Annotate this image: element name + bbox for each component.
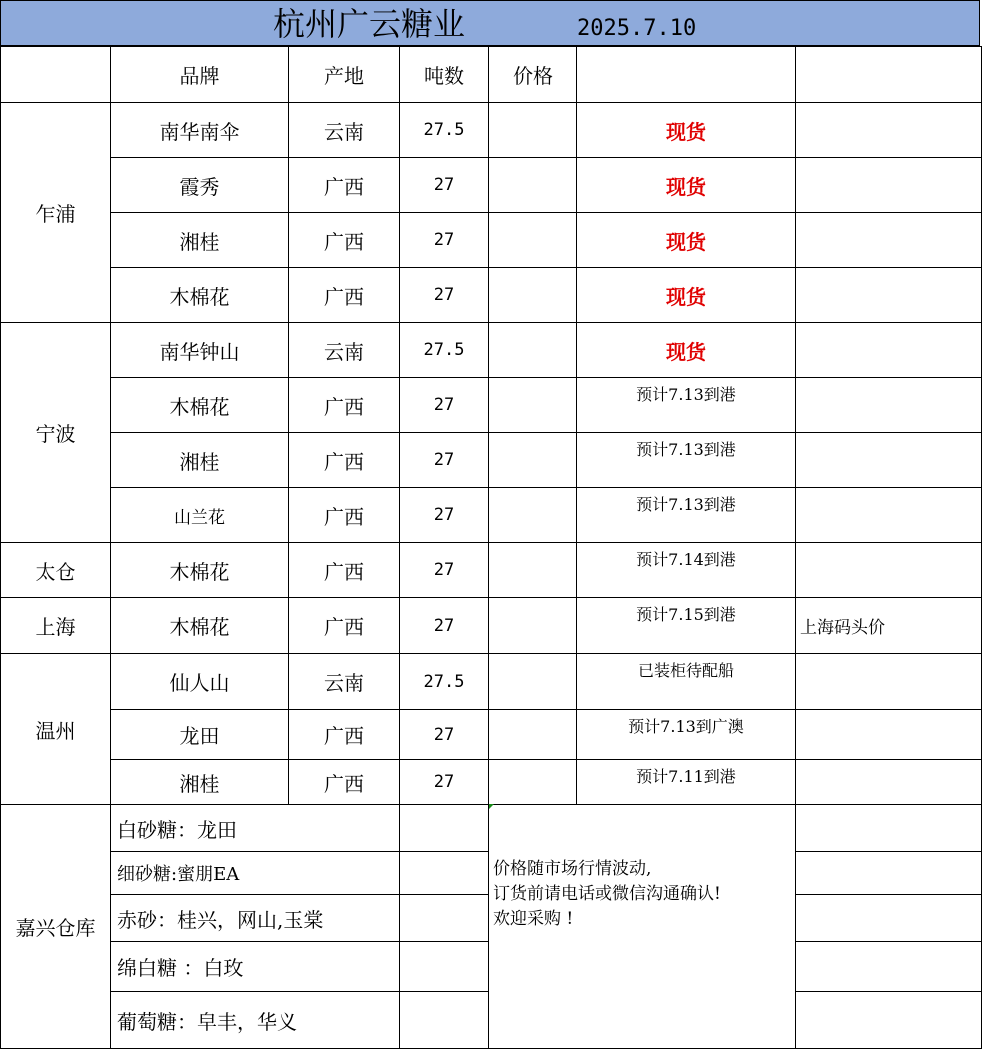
location-cell: 乍浦 (1, 103, 111, 323)
note-cell (796, 158, 982, 213)
note-cell (796, 103, 982, 158)
origin-cell: 广西 (289, 760, 400, 805)
note-cell (796, 213, 982, 268)
warehouse-location-cell: 嘉兴仓库 (1, 805, 111, 1049)
tons-cell: 27 (400, 543, 489, 598)
origin-cell: 广西 (289, 378, 400, 433)
price-cell (489, 158, 577, 213)
table-row (1, 543, 982, 598)
col-price: 价格 (489, 47, 577, 103)
brand-cell: 山兰花 (111, 488, 289, 543)
price-cell (489, 268, 577, 323)
sheet-date: 2025.7.10 (577, 16, 697, 41)
price-cell (489, 433, 577, 488)
note-cell (796, 543, 982, 598)
brand-cell: 木棉花 (111, 598, 289, 654)
col-origin: 产地 (289, 47, 400, 103)
company-title: 杭州广云糖业 (273, 5, 466, 43)
tons-cell: 27 (400, 488, 489, 543)
tons-cell: 27.5 (400, 323, 489, 378)
location-cell: 温州 (1, 654, 111, 805)
warehouse-item-cell: 绵白糖 ：白玫 (111, 942, 400, 992)
col-brand: 品牌 (111, 47, 289, 103)
price-cell (489, 323, 577, 378)
price-cell (489, 654, 577, 710)
empty-cell (796, 992, 982, 1049)
status-cell: 现货 (577, 323, 796, 378)
note-cell: 上海码头价 (796, 598, 982, 654)
warehouse-item-cell: 赤砂：桂兴，网山,玉棠 (111, 895, 400, 942)
note-cell (796, 433, 982, 488)
brand-cell: 南华钟山 (111, 323, 289, 378)
origin-cell: 广西 (289, 710, 400, 760)
tons-cell: 27.5 (400, 103, 489, 158)
brand-cell: 湘桂 (111, 433, 289, 488)
brand-cell: 仙人山 (111, 654, 289, 710)
table-row (1, 760, 982, 805)
notice-message: 价格随市场行情波动, 订货前请电话或微信沟通确认! 欢迎采购 ! (489, 805, 796, 1049)
origin-cell: 云南 (289, 654, 400, 710)
status-cell: 已装柜待配船 (577, 654, 796, 710)
brand-cell: 湘桂 (111, 213, 289, 268)
brand-cell: 龙田 (111, 710, 289, 760)
brand-cell: 霞秀 (111, 158, 289, 213)
note-cell (796, 378, 982, 433)
note-cell (796, 268, 982, 323)
status-cell: 现货 (577, 158, 796, 213)
warehouse-item-cell: 细砂糖:蜜朋EA (111, 852, 400, 895)
table-row (1, 598, 982, 654)
table-row (1, 488, 982, 543)
note-cell (796, 710, 982, 760)
price-cell (489, 710, 577, 760)
status-cell: 预计7.13到港 (577, 378, 796, 433)
empty-cell (400, 895, 489, 942)
table-row (1, 213, 982, 268)
empty-cell (577, 47, 796, 103)
origin-cell: 广西 (289, 543, 400, 598)
cell-comment-marker (489, 804, 494, 809)
location-cell: 上海 (1, 598, 111, 654)
table-row (1, 378, 982, 433)
tons-cell: 27 (400, 213, 489, 268)
brand-cell: 南华南伞 (111, 103, 289, 158)
empty-cell (1, 47, 111, 103)
empty-cell (400, 852, 489, 895)
status-cell: 预计7.13到广澳 (577, 710, 796, 760)
table-row (1, 710, 982, 760)
table-row (1, 268, 982, 323)
brand-cell: 木棉花 (111, 268, 289, 323)
origin-cell: 广西 (289, 268, 400, 323)
origin-cell: 广西 (289, 598, 400, 654)
tons-cell: 27 (400, 760, 489, 805)
status-cell: 现货 (577, 103, 796, 158)
price-cell (489, 598, 577, 654)
empty-cell (796, 852, 982, 895)
table-row (1, 323, 982, 378)
note-cell (796, 488, 982, 543)
tons-cell: 27 (400, 268, 489, 323)
warehouse-item-cell: 白砂糖：龙田 (111, 805, 400, 852)
price-cell (489, 543, 577, 598)
note-cell (796, 760, 982, 805)
header-row (1, 47, 982, 103)
tons-cell: 27 (400, 158, 489, 213)
status-cell: 预计7.13到港 (577, 433, 796, 488)
status-cell: 预计7.13到港 (577, 488, 796, 543)
empty-cell (400, 942, 489, 992)
status-cell: 现货 (577, 213, 796, 268)
warehouse-row (1, 805, 982, 852)
empty-cell (400, 805, 489, 852)
brand-cell: 湘桂 (111, 760, 289, 805)
origin-cell: 广西 (289, 213, 400, 268)
empty-cell (796, 895, 982, 942)
price-cell (489, 213, 577, 268)
tons-cell: 27.5 (400, 654, 489, 710)
location-cell: 宁波 (1, 323, 111, 543)
table-row (1, 433, 982, 488)
warehouse-item-cell: 葡萄糖：皁丰，华义 (111, 992, 400, 1049)
price-table (0, 46, 982, 1049)
price-cell (489, 488, 577, 543)
empty-cell (796, 805, 982, 852)
price-cell (489, 103, 577, 158)
status-cell: 预计7.15到港 (577, 598, 796, 654)
tons-cell: 27 (400, 598, 489, 654)
price-cell (489, 378, 577, 433)
origin-cell: 广西 (289, 158, 400, 213)
sheet-header (0, 0, 980, 46)
price-cell (489, 760, 577, 805)
table-row (1, 158, 982, 213)
col-tons: 吨数 (400, 47, 489, 103)
origin-cell: 广西 (289, 488, 400, 543)
location-cell: 太仓 (1, 543, 111, 598)
empty-cell (796, 942, 982, 992)
status-cell: 预计7.11到港 (577, 760, 796, 805)
brand-cell: 木棉花 (111, 378, 289, 433)
note-cell (796, 323, 982, 378)
tons-cell: 27 (400, 710, 489, 760)
origin-cell: 云南 (289, 103, 400, 158)
empty-cell (796, 47, 982, 103)
tons-cell: 27 (400, 378, 489, 433)
origin-cell: 广西 (289, 433, 400, 488)
origin-cell: 云南 (289, 323, 400, 378)
empty-cell (400, 992, 489, 1049)
tons-cell: 27 (400, 433, 489, 488)
table-row (1, 654, 982, 710)
status-cell: 预计7.14到港 (577, 543, 796, 598)
status-cell: 现货 (577, 268, 796, 323)
brand-cell: 木棉花 (111, 543, 289, 598)
note-cell (796, 654, 982, 710)
table-row (1, 103, 982, 158)
